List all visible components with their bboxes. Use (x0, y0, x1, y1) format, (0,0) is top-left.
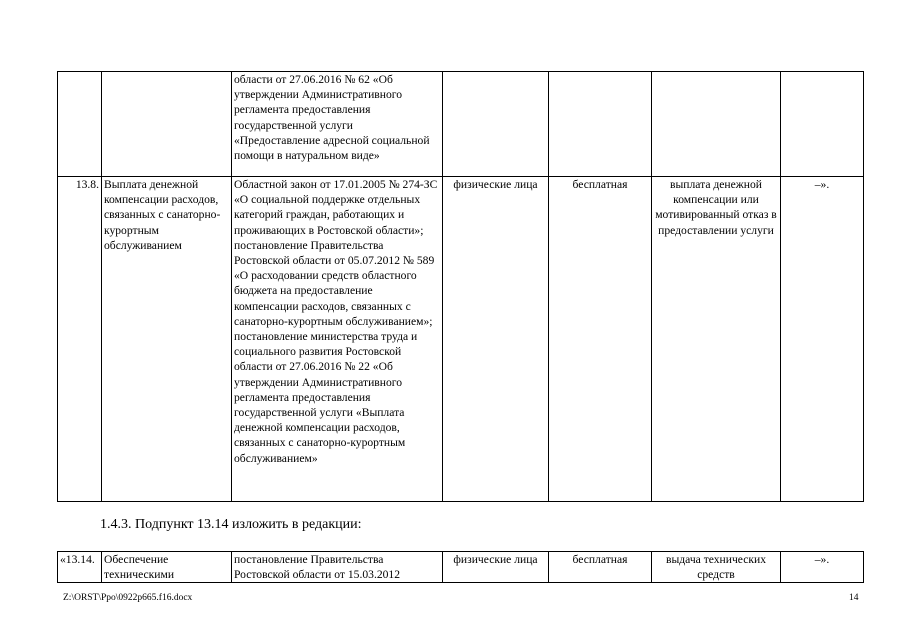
services-table-continued (57, 71, 864, 502)
result-cell: выплата денежной компенсации или мотивированный отказ в предоставлении услуги (652, 177, 781, 502)
row-number-cell: «13.14. (58, 552, 102, 583)
row-number-cell: 13.8. (58, 177, 102, 502)
service-name-cell (102, 72, 232, 177)
recipients-cell (443, 72, 549, 177)
legal-basis-cell: области от 27.06.2016 № 62 «Об утверждении Административного регламента предоставления государственной услуги «Предоставление адресной социальной помощи в натуральном виде» (232, 72, 443, 177)
row-number-cell (58, 72, 102, 177)
payment-cell: бесплатная (549, 177, 652, 502)
page-number: 14 (849, 593, 859, 603)
result-cell: выдача технических средств (652, 552, 781, 583)
result-cell (652, 72, 781, 177)
table-row (58, 552, 864, 583)
recipients-cell: физические лица (443, 177, 549, 502)
extra-cell: –». (781, 552, 864, 583)
recipients-cell: физические лица (443, 552, 549, 583)
extra-cell: –». (781, 177, 864, 502)
amendment-paragraph: 1.4.3. Подпункт 13.14 изложить в редакции: (100, 517, 362, 532)
legal-basis-cell: Областной закон от 17.01.2005 № 274-ЗС «О социальной поддержке отдельных категорий граждан, работающих и проживающих в Ростовской области»; постановление Правительства Ростовской области от 05.07.2012 № 589 «О расходовании средств областного бюджета на предоставление компенсации расходов, связанных с санаторно-курортным обслуживанием»; постановление министерства труда и социального развития Ростовской области от 27.06.2016 № 22 «Об утверждении Административного регламента предоставления государственной услуги «Выплата денежной компенсации расходов, связанных с санаторно-курортным обслуживанием» (232, 177, 443, 502)
file-path-footer: Z:\ORST\Ppo\0922p665.f16.docx (63, 593, 193, 603)
service-name-cell: Выплата денежной компенсации расходов, связанных с санаторно-курортным обслуживанием (102, 177, 232, 502)
table-row (58, 72, 864, 177)
payment-cell: бесплатная (549, 552, 652, 583)
table-row (58, 177, 864, 502)
extra-cell (781, 72, 864, 177)
payment-cell (549, 72, 652, 177)
legal-basis-cell: постановление Правительства Ростовской области от 15.03.2012 (232, 552, 443, 583)
service-name-cell: Обеспечение техническими (102, 552, 232, 583)
services-table-new-item (57, 551, 864, 583)
